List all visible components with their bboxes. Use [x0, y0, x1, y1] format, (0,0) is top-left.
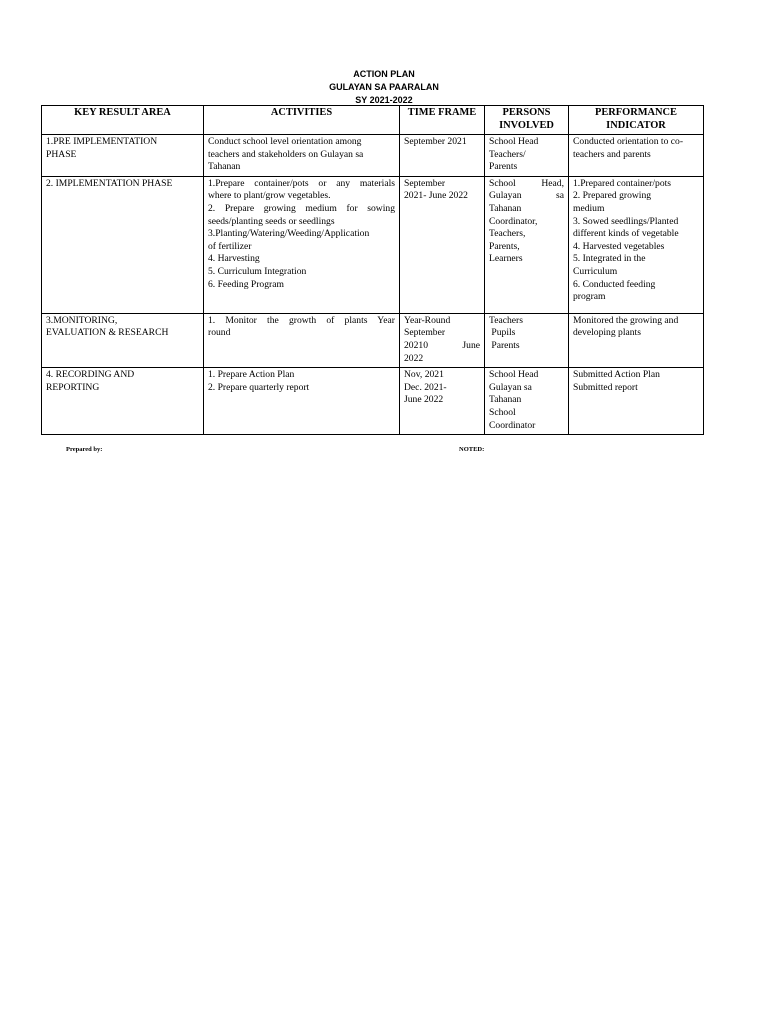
column-header-performance-indicator: PERFORMANCE INDICATOR	[569, 106, 704, 135]
table-row	[42, 368, 704, 435]
key-result-area-cell: 4. RECORDING AND REPORTING	[42, 368, 204, 435]
activities-cell: 1.Prepare container/pots or any materials where to plant/grow vegetables. 2. Prepare growing medium for sowing seeds/planting seeds or seedlings 3.Planting/Watering/Weeding/Application of fertilizer 4. Harvesting 5. Curriculum Integration 6. Feeding Program	[204, 176, 400, 313]
activities-cell: Conduct school level orientation among teachers and stakeholders on Gulayan sa Tahanan	[204, 135, 400, 177]
performance-indicator-cell: Conducted orientation to co- teachers and parents	[569, 135, 704, 177]
prepared-by-label: Prepared by:	[66, 446, 103, 453]
time-frame-cell: September 2021	[400, 135, 485, 177]
persons-involved-cell: School Head, Gulayan sa Tahanan Coordinator, Teachers, Parents, Learners	[485, 176, 569, 313]
table-row	[42, 135, 704, 177]
school-year: SY 2021-2022	[355, 95, 413, 105]
persons-involved-cell: Teachers Pupils Parents	[485, 313, 569, 367]
noted-label: NOTED:	[459, 446, 485, 453]
performance-indicator-cell: 1.Prepared container/pots 2. Prepared growing medium 3. Sowed seedlings/Planted different kinds of vegetable 4. Harvested vegetables 5. Integrated in the Curriculum 6. Conducted feeding program	[569, 176, 704, 313]
activities-cell: 1. Prepare Action Plan 2. Prepare quarterly report	[204, 368, 400, 435]
column-header-activities: ACTIVITIES	[204, 106, 400, 135]
time-frame-cell: September 2021- June 2022	[400, 176, 485, 313]
column-header-persons-involved: PERSONS INVOLVED	[485, 106, 569, 135]
time-frame-cell: Year-Round September 20210 June 2022	[400, 313, 485, 367]
time-frame-cell: Nov, 2021 Dec. 2021- June 2022	[400, 368, 485, 435]
table-header-row	[42, 106, 704, 135]
table-row	[42, 313, 704, 367]
program-name: GULAYAN SA PAARALAN	[329, 82, 439, 92]
persons-involved-cell: School Head Gulayan sa Tahanan School Coordinator	[485, 368, 569, 435]
activities-cell: 1. Monitor the growth of plants Year round	[204, 313, 400, 367]
column-header-key-result-area: KEY RESULT AREA	[42, 106, 204, 135]
column-header-time-frame: TIME FRAME	[400, 106, 485, 135]
table-row	[42, 176, 704, 313]
key-result-area-cell: 2. IMPLEMENTATION PHASE	[42, 176, 204, 313]
key-result-area-cell: 3.MONITORING, EVALUATION & RESEARCH	[42, 313, 204, 367]
document-header	[0, 68, 768, 107]
document-title: ACTION PLAN	[353, 69, 415, 79]
action-plan-table	[41, 105, 704, 435]
persons-involved-cell: School Head Teachers/ Parents	[485, 135, 569, 177]
performance-indicator-cell: Submitted Action Plan Submitted report	[569, 368, 704, 435]
key-result-area-cell: 1.PRE IMPLEMENTATION PHASE	[42, 135, 204, 177]
performance-indicator-cell: Monitored the growing and developing plants	[569, 313, 704, 367]
